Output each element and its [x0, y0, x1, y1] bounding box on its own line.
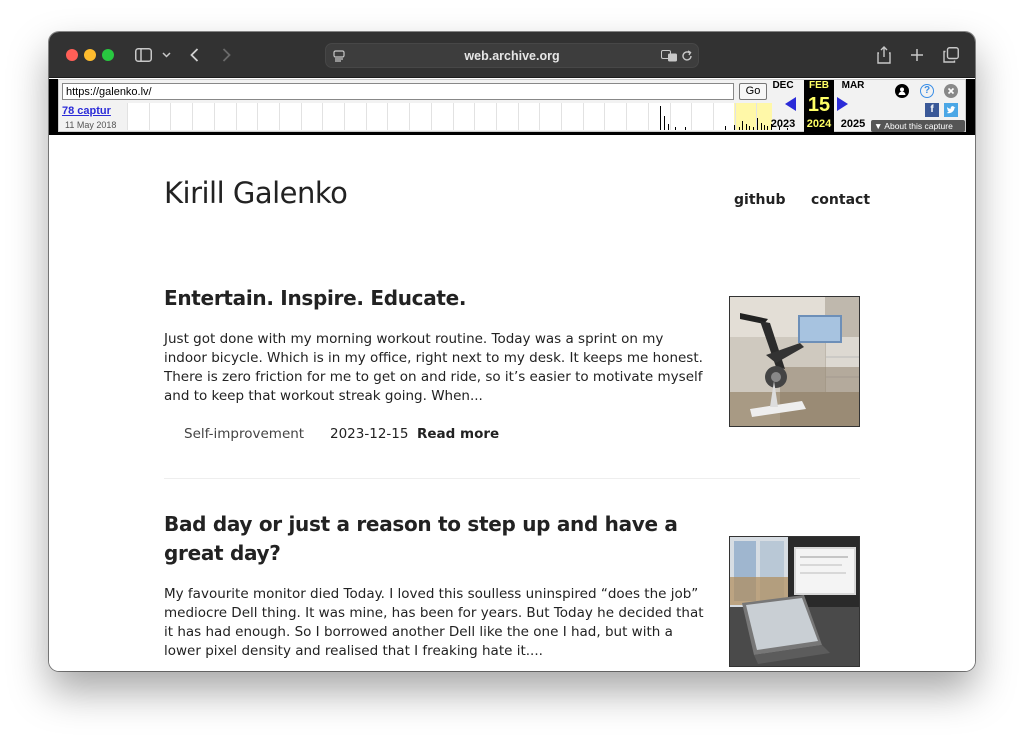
browser-window	[49, 32, 975, 671]
next-year-label[interactable]: 2025	[840, 118, 866, 130]
title-bar	[49, 32, 975, 78]
sparkline-bar	[725, 126, 726, 130]
sparkline-year-cell	[366, 103, 388, 130]
sparkline-bar	[757, 118, 758, 130]
sparkline-bar	[739, 127, 740, 130]
sparkline-year-cell	[670, 103, 692, 130]
capture-sparkline[interactable]	[127, 103, 767, 130]
sparkline-year-cell	[257, 103, 279, 130]
sparkline-bar	[664, 116, 665, 130]
sparkline-year-cell	[648, 103, 670, 130]
post-divider	[164, 478, 860, 479]
post-title[interactable]: Bad day or just a reason to step up and have a great day?	[164, 512, 678, 565]
tab-overview-icon[interactable]	[942, 44, 960, 66]
facebook-icon[interactable]: f	[925, 103, 939, 117]
wayback-url-input[interactable]	[62, 83, 734, 100]
nav-contact-link[interactable]: contact	[811, 192, 871, 208]
post-excerpt: My favourite monitor died Today. I loved this soulless uninspired “does the job” mediocre Dell thing. It was mine, has been for years. But Today he decided that it has had enough. So I borrowed another Dell like the one I had, but with a lower pixel density and realised that I freaking hate it....	[164, 586, 704, 659]
sparkline-bar	[660, 106, 661, 130]
sparkline-year-cell	[453, 103, 475, 130]
site-title[interactable]: Kirill Galenko	[164, 176, 348, 210]
sparkline-year-cell	[474, 103, 496, 130]
laptop-desk-photo	[730, 537, 860, 667]
close-window-button[interactable]	[66, 49, 78, 61]
sparkline-year-cell	[387, 103, 409, 130]
sparkline-year-cell	[301, 103, 323, 130]
sparkline-bar	[753, 127, 754, 130]
post-title[interactable]: Entertain. Inspire. Educate.	[164, 286, 467, 310]
sparkline-year-cell	[409, 103, 431, 130]
zoom-window-button[interactable]	[102, 49, 114, 61]
help-icon[interactable]: ?	[920, 84, 934, 98]
sparkline-bar	[764, 125, 765, 130]
sparkline-year-cell	[626, 103, 648, 130]
next-month-label[interactable]: MAR	[841, 80, 865, 91]
post-category[interactable]: Self-improvement	[184, 426, 305, 442]
sparkline-year-cell	[496, 103, 518, 130]
sparkline-year-cell	[431, 103, 453, 130]
current-day: 15	[807, 94, 831, 116]
sparkline-year-cell	[604, 103, 626, 130]
sparkline-year-cell	[344, 103, 366, 130]
current-year-label: 2024	[806, 118, 832, 130]
post-thumbnail[interactable]	[729, 296, 860, 427]
sparkline-bar	[675, 127, 676, 130]
twitter-icon[interactable]	[944, 103, 958, 117]
indoor-bicycle-photo	[730, 297, 860, 427]
sparkline-bar	[761, 123, 762, 130]
post-thumbnail[interactable]	[729, 536, 860, 667]
post-date: 2023-12-15	[330, 426, 409, 442]
sparkline-year-cell	[192, 103, 214, 130]
prev-capture-arrow-icon[interactable]	[785, 97, 796, 111]
wayback-panel	[58, 79, 966, 132]
close-toolbar-icon[interactable]	[944, 84, 958, 98]
wayback-go-button[interactable]: Go	[739, 83, 767, 100]
sparkline-year-cell	[713, 103, 735, 130]
sparkline-year-cell	[279, 103, 301, 130]
read-more-link[interactable]: Read more	[417, 426, 500, 442]
address-text: web.archive.org	[464, 49, 560, 63]
account-icon[interactable]	[895, 84, 909, 98]
sparkline-bar	[734, 125, 735, 130]
share-icon[interactable]	[875, 44, 893, 66]
page-content	[49, 136, 975, 671]
prev-year-label[interactable]: 2023	[770, 118, 796, 130]
current-month-label: FEB	[809, 80, 829, 91]
back-icon[interactable]	[187, 44, 201, 66]
prev-month-label[interactable]: DEC	[772, 80, 794, 91]
sparkline-year-cell	[170, 103, 192, 130]
new-tab-icon[interactable]	[909, 44, 925, 66]
sparkline-year-cell	[691, 103, 713, 130]
wayback-toolbar	[49, 79, 975, 135]
address-bar[interactable]	[325, 43, 699, 68]
sparkline-year-cell	[518, 103, 540, 130]
sparkline-bar	[749, 126, 750, 130]
sidebar-icon[interactable]	[133, 44, 153, 66]
sparkline-year-cell	[127, 103, 149, 130]
forward-icon[interactable]	[219, 44, 233, 66]
sparkline-bar	[742, 121, 743, 130]
sparkline-year-cell	[149, 103, 171, 130]
nav-github-link[interactable]: github	[734, 192, 786, 208]
next-capture-arrow-icon[interactable]	[837, 97, 848, 111]
sparkline-year-cell	[583, 103, 605, 130]
sparkline-year-cell	[561, 103, 583, 130]
captures-link[interactable]: 78 captur	[62, 105, 111, 117]
sparkline-bar	[685, 127, 686, 130]
sparkline-year-cell	[214, 103, 236, 130]
reload-icon[interactable]	[680, 47, 694, 65]
post-excerpt: Just got done with my morning workout routine. Today was a sprint on my indoor bicycle. Which is in my office, right next to my desk. It keeps me honest. There is zero friction for me to get on and ride, so it’s easier to motivate myself and to keep that workout streak going. When...	[164, 331, 703, 404]
sparkline-bar	[746, 124, 747, 130]
sparkline-year-cell	[236, 103, 258, 130]
minimize-window-button[interactable]	[84, 49, 96, 61]
translate-icon[interactable]	[660, 47, 678, 65]
sparkline-bar	[668, 124, 669, 130]
sparkline-year-cell	[322, 103, 344, 130]
sparkline-year-cell	[539, 103, 561, 130]
chevron-down-icon[interactable]	[159, 44, 173, 66]
first-capture-date: 11 May 2018	[65, 120, 117, 130]
about-capture-button[interactable]: ▼ About this capture	[871, 120, 965, 132]
